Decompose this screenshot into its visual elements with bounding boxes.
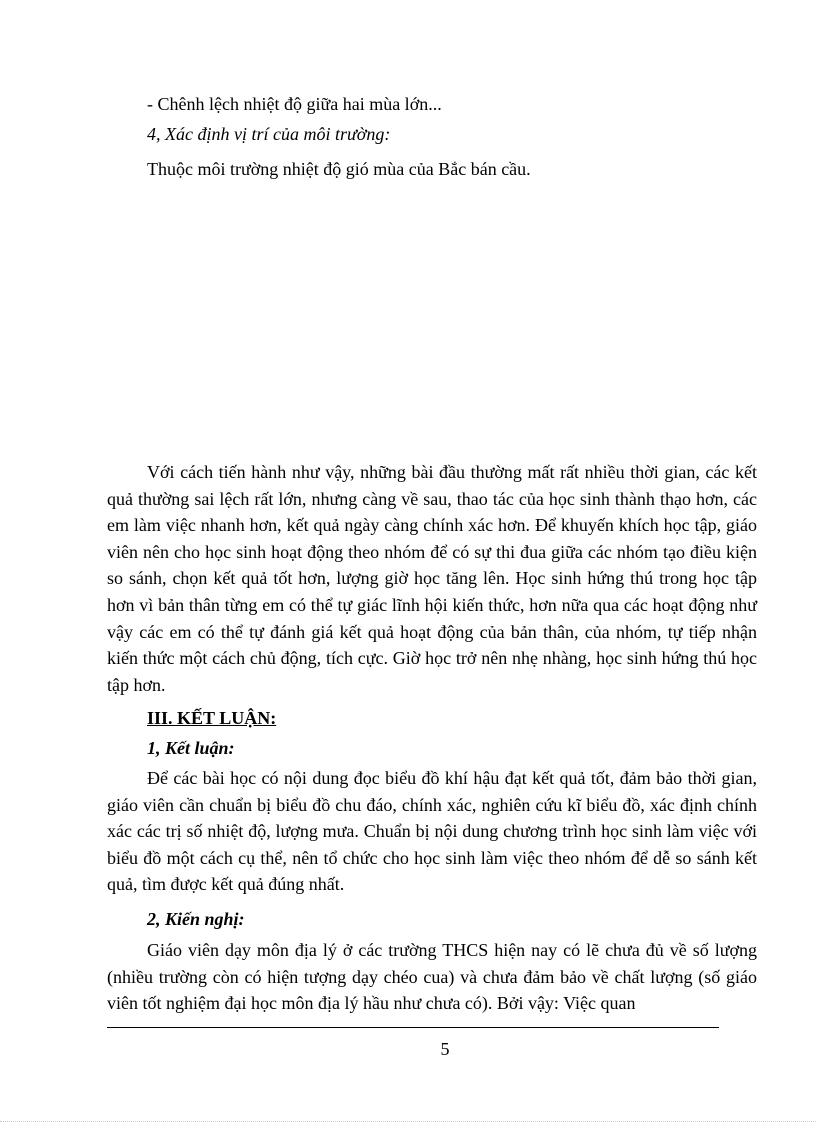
footer-divider	[107, 1027, 719, 1028]
heading-determine-environment: 4, Xác định vị trí của môi trường:	[147, 124, 391, 144]
recommendation-subheading: 2, Kiến nghị:	[147, 909, 245, 929]
recommendation-paragraph: Giáo viên dạy môn địa lý ở các trường THCS hiện nay có lẽ chưa đủ về số lượng (nhiều trường còn có hiện tượng dạy chéo cua) và chưa đảm bảo về chất lượng (số giáo viên tốt nghiệm đại học môn địa lý hầu như chưa có). Bởi vậy: Việc quan	[107, 940, 757, 1014]
conclusion-paragraph: Để các bài học có nội dung đọc biểu đồ khí hậu đạt kết quả tốt, đảm bảo thời gian, giáo viên cần chuẩn bị biểu đồ chu đáo, chính xác, nghiên cứu kĩ biểu đồ, xác định chính xác các trị số nhiệt độ, lượng mưa. Chuẩn bị nội dung chương trình học sinh làm việc với biểu đồ một cách cụ thể, nên tổ chức cho học sinh làm việc theo nhóm để dễ so sánh kết quả, tìm được kết quả đúng nhất.	[107, 768, 757, 895]
page-number: 5	[440, 1039, 450, 1059]
method-paragraph: Với cách tiến hành như vậy, những bài đầu thường mất rất nhiều thời gian, các kết quả thường sai lệch rất lớn, nhưng càng về sau, thao tác của học sinh thành thạo hơn, các em làm việc nhanh hơn, kết quả ngày càng chính xác hơn. Để khuyến khích học tập, giáo viên nên cho học sinh hoạt động theo nhóm để có sự thi đua giữa các nhóm tạo điều kiện so sánh, chọn kết quả tốt hơn, lượng giờ học tăng lên. Học sinh hứng thú trong học tập hơn vì bản thân từng em có thể tự giác lĩnh hội kiến thức, hơn nữa qua các hoạt động như vậy các em có thể tự đánh giá kết quả hoạt động của bản thân, của nhóm, tự tiếp nhận kiến thức một cách chủ động, tích cực. Giờ học trở nên nhẹ nhàng, học sinh hứng thú học tập hơn.	[107, 462, 757, 695]
temperature-difference-line: - Chênh lệch nhiệt độ giữa hai mùa lớn...	[147, 94, 442, 114]
page-bottom-edge	[0, 1121, 816, 1122]
conclusion-section-heading: III. KẾT LUẬN:	[147, 708, 277, 728]
conclusion-subheading: 1, Kết luận:	[147, 738, 235, 758]
environment-answer-line: Thuộc môi trường nhiệt độ gió mùa của Bắc bán cầu.	[147, 159, 531, 179]
